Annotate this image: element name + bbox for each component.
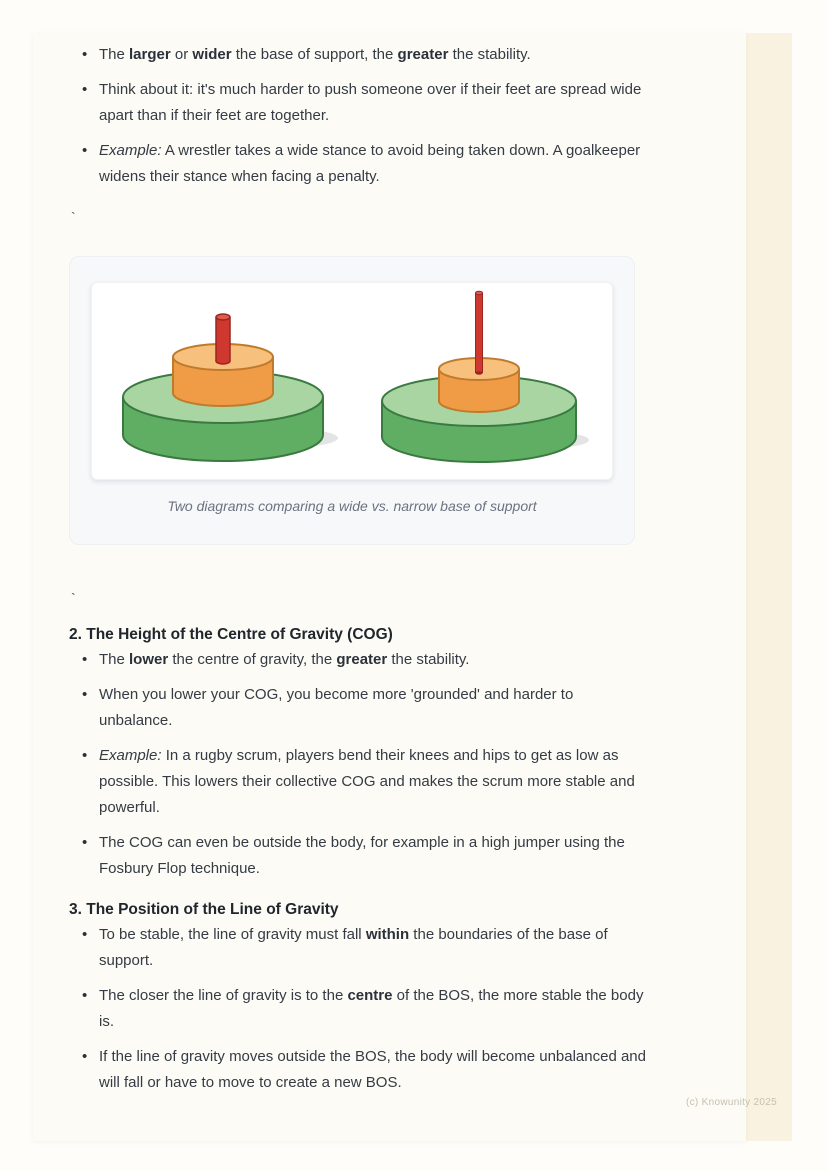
text-segment: If the line of gravity moves outside the BOS, the body will become unbalanced and will fall or have to move to create a new BOS. [99, 1048, 646, 1091]
copyright-watermark: (c) Knowunity 2025 [686, 1097, 778, 1108]
text-segment: When you lower your COG, you become more 'grounded' and harder to unbalance. [99, 686, 574, 729]
list-item [99, 830, 647, 882]
text-segment-italic: Example: [99, 142, 162, 159]
text-segment: the base of support, the [231, 46, 398, 63]
text-segment: In a rugby scrum, players bend their knees and hips to get as low as possible. This lowers their collective COG and makes the scrum more stable and powerful. [99, 747, 635, 816]
text-segment: or [170, 46, 193, 63]
line-of-gravity-list [69, 922, 647, 1096]
text-segment: The [99, 651, 130, 668]
cog-height-list [69, 647, 647, 882]
text-segment-bold: greater [397, 46, 449, 63]
page-edge-strip [746, 33, 792, 1141]
figure-image [91, 282, 613, 480]
list-item [99, 77, 647, 129]
base-of-support-list [69, 42, 647, 190]
text-segment-bold: larger [129, 46, 171, 63]
stray-backtick: ` [71, 590, 76, 606]
text-segment: the stability. [448, 46, 531, 63]
stray-backtick: ` [71, 209, 76, 225]
text-segment-bold: centre [347, 987, 393, 1004]
text-segment-bold: greater [336, 651, 388, 668]
list-item [99, 743, 647, 821]
list-item [99, 1044, 647, 1096]
line-of-gravity-heading: 3. The Position of the Line of Gravity [69, 901, 339, 918]
list-item [99, 983, 647, 1035]
cog-height-heading: 2. The Height of the Centre of Gravity (COG) [69, 626, 393, 643]
document-page [33, 33, 746, 1141]
text-segment-bold: wider [192, 46, 232, 63]
text-segment: the centre of gravity, the [168, 651, 337, 668]
text-segment: A wrestler takes a wide stance to avoid being taken down. A goalkeeper widens their stance when facing a penalty. [99, 142, 641, 185]
text-segment: the stability. [387, 651, 470, 668]
figure-card [69, 256, 635, 545]
list-item [99, 42, 647, 68]
list-item [99, 682, 647, 734]
narrow-base-diagram [354, 285, 606, 477]
text-segment: To be stable, the line of gravity must fall [99, 926, 366, 943]
text-segment: The COG can even be outside the body, for example in a high jumper using the Fosbury Flop technique. [99, 834, 625, 877]
text-segment-bold: within [365, 926, 410, 943]
text-segment-bold: lower [129, 651, 169, 668]
text-segment: the boundaries of the base of support. [99, 926, 608, 969]
list-item [99, 138, 647, 190]
text-segment: The closer the line of gravity is to the [99, 987, 348, 1004]
wide-base-diagram [98, 285, 350, 477]
text-segment: The [99, 46, 130, 63]
figure-caption: Two diagrams comparing a wide vs. narrow base of support [167, 498, 537, 514]
text-segment-italic: Example: [99, 747, 162, 764]
text-segment: of the BOS, the more stable the body is. [99, 987, 644, 1030]
list-item [99, 647, 647, 673]
text-segment: Think about it: it's much harder to push someone over if their feet are spread wide apart than if their feet are together. [99, 81, 642, 124]
list-item [99, 922, 647, 974]
